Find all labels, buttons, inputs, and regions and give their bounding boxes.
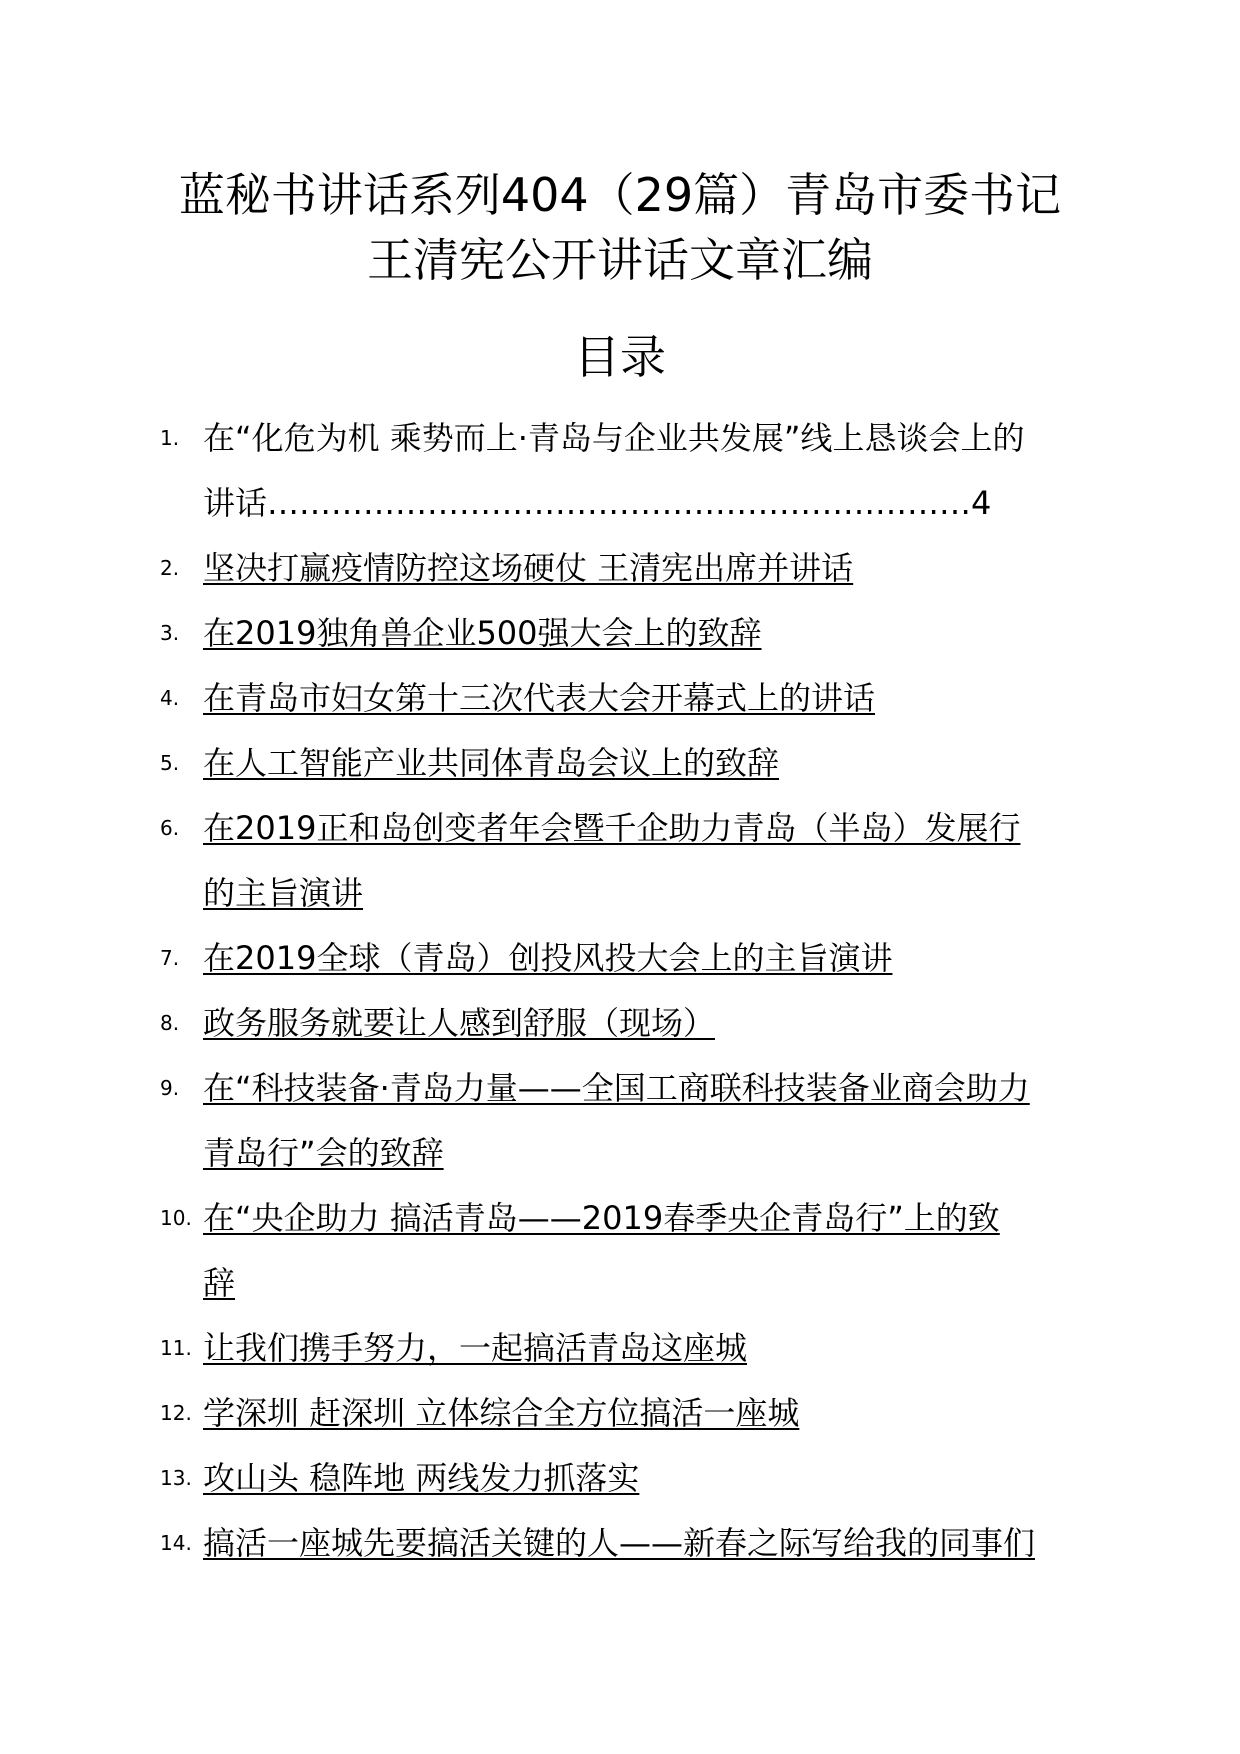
toc-item-number: 5. <box>160 751 180 775</box>
toc-item-number: 6. <box>160 816 180 840</box>
toc-item-title-line[interactable] <box>203 471 1103 536</box>
toc-item-link-text[interactable]: 在青岛市妇女第十三次代表大会开幕式上的讲话 <box>203 679 876 717</box>
toc-item-link-text[interactable]: 在“化危为机 乘势而上·青岛与企业共发展”线上恳谈会上的 <box>203 419 1025 457</box>
toc-item-title-line[interactable] <box>203 1251 1103 1316</box>
toc-item-title-line[interactable] <box>203 406 1103 471</box>
document-title-line-1: 蓝秘书讲话系列404（29篇）青岛市委书记 <box>178 168 1062 222</box>
toc-item-link-text[interactable]: 在“央企助力 搞活青岛——2019春季央企青岛行”上的致 <box>203 1199 1000 1237</box>
toc-item-title-line[interactable] <box>203 731 1103 796</box>
toc-item[interactable] <box>0 1511 1240 1576</box>
toc-item-number: 9. <box>160 1076 180 1100</box>
toc-item-number: 1. <box>160 426 180 450</box>
toc-item-link-text[interactable]: 让我们携手努力，一起搞活青岛这座城 <box>203 1329 748 1367</box>
toc-item-number: 2. <box>160 556 180 580</box>
toc-item[interactable] <box>0 991 1240 1056</box>
toc-item-title-line[interactable] <box>203 1316 1103 1381</box>
toc-item[interactable] <box>0 731 1240 796</box>
toc-item-link-text[interactable]: 辞 <box>203 1264 236 1302</box>
toc-item-link-text[interactable]: 学深圳 赶深圳 立体综合全方位搞活一座城 <box>203 1394 800 1432</box>
toc-item[interactable] <box>0 1381 1240 1446</box>
toc-item[interactable] <box>0 666 1240 731</box>
toc-item-title-line[interactable] <box>203 926 1103 991</box>
toc-item-link-text[interactable]: 在2019全球（青岛）创投风投大会上的主旨演讲 <box>203 939 893 977</box>
toc-item-title-line[interactable] <box>203 1381 1103 1446</box>
toc-item-number: 10. <box>160 1206 192 1230</box>
toc-item-number: 7. <box>160 946 180 970</box>
toc-item-title-line[interactable] <box>203 666 1103 731</box>
toc-item[interactable] <box>0 1056 1240 1186</box>
toc-item-link-text[interactable]: 攻山头 稳阵地 两线发力抓落实 <box>203 1459 640 1497</box>
toc-item-number: 4. <box>160 686 180 710</box>
toc-item-title-line[interactable] <box>203 1186 1103 1251</box>
toc-item-number: 13. <box>160 1466 192 1490</box>
toc-item-number: 14. <box>160 1531 192 1555</box>
toc-item-link-text[interactable]: 在“科技装备·青岛力量——全国工商联科技装备业商会助力 <box>203 1069 1030 1107</box>
toc-item-title-line[interactable] <box>203 1511 1103 1576</box>
toc-item-title-line[interactable] <box>203 861 1103 926</box>
toc-item-link-text[interactable]: 在人工智能产业共同体青岛会议上的致辞 <box>203 744 780 782</box>
toc-item[interactable] <box>0 1186 1240 1316</box>
toc-heading: 目录 <box>574 330 666 384</box>
toc-item-number: 11. <box>160 1336 192 1360</box>
toc-item-title-line[interactable] <box>203 1446 1103 1511</box>
document-title-line-2: 王清宪公开讲话文章汇编 <box>367 233 873 287</box>
toc-item-link-text[interactable]: 搞活一座城先要搞活关键的人——新春之际写给我的同事们 <box>203 1524 1036 1562</box>
toc-item[interactable] <box>0 1446 1240 1511</box>
toc-item-title-line[interactable] <box>203 796 1103 861</box>
toc-item-title-line[interactable] <box>203 601 1103 666</box>
toc-item-link-text[interactable]: 青岛行”会的致辞 <box>203 1134 444 1172</box>
toc-item-link-text[interactable]: 讲话…………………………………………………………4 <box>203 484 992 522</box>
table-of-contents <box>0 406 1240 1576</box>
toc-item-link-text[interactable]: 在2019正和岛创变者年会暨千企助力青岛（半岛）发展行 <box>203 809 1021 847</box>
toc-item-link-text[interactable]: 政务服务就要让人感到舒服（现场） <box>203 1004 716 1042</box>
toc-item-number: 8. <box>160 1011 180 1035</box>
toc-item-number: 3. <box>160 621 180 645</box>
toc-item[interactable] <box>0 601 1240 666</box>
toc-item-title-line[interactable] <box>203 991 1103 1056</box>
toc-item-link-text[interactable]: 在2019独角兽企业500强大会上的致辞 <box>203 614 762 652</box>
toc-item[interactable] <box>0 406 1240 536</box>
toc-item-title-line[interactable] <box>203 1056 1103 1121</box>
toc-item[interactable] <box>0 536 1240 601</box>
toc-item-title-line[interactable] <box>203 1121 1103 1186</box>
toc-item[interactable] <box>0 796 1240 926</box>
toc-item-number: 12. <box>160 1401 192 1425</box>
toc-item[interactable] <box>0 1316 1240 1381</box>
toc-item[interactable] <box>0 926 1240 991</box>
toc-item-link-text[interactable]: 坚决打赢疫情防控这场硬仗 王清宪出席并讲话 <box>203 549 854 587</box>
toc-item-link-text[interactable]: 的主旨演讲 <box>203 874 364 912</box>
toc-item-title-line[interactable] <box>203 536 1103 601</box>
